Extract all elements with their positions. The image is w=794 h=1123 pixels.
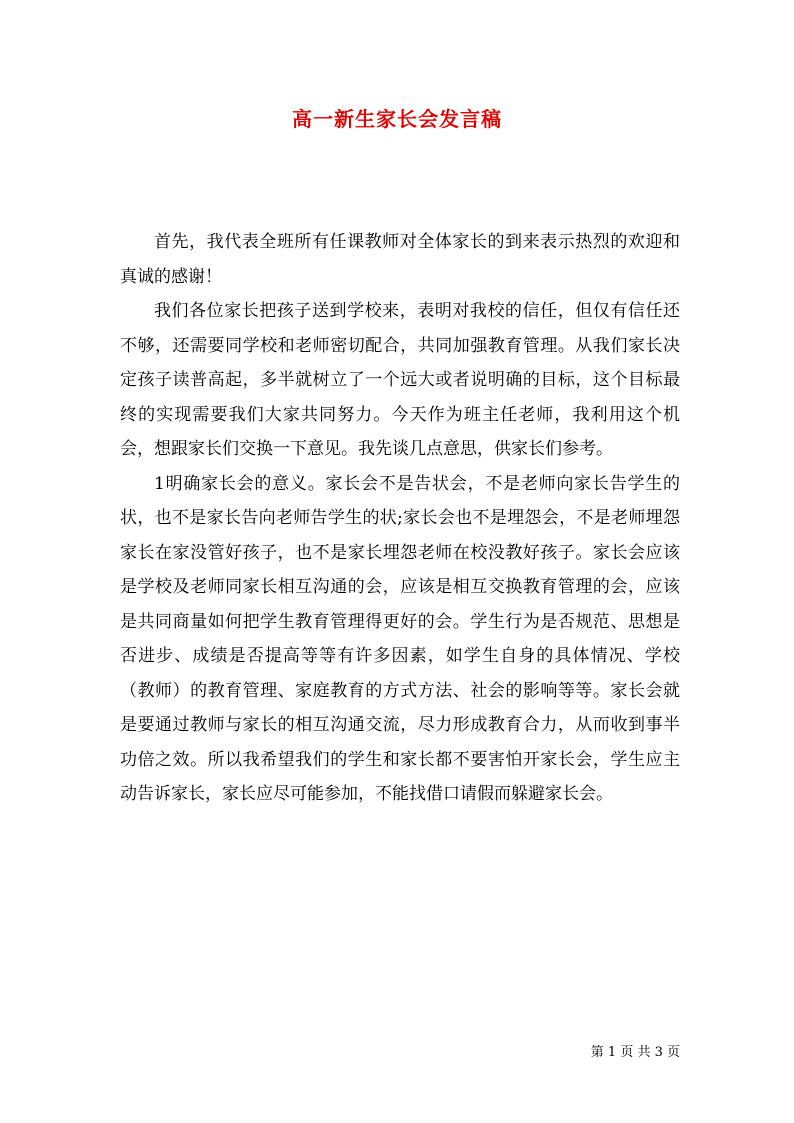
paragraph-meeting-meaning: 1明确家长会的意义。家长会不是告状会，不是老师向家长告学生的状，也不是家长告向老师告学生的状;家长会也不是埋怨会，不是老师埋怨家长在家没管好孩子，也不是家长埋怨老师在校没教好孩子。家长会应该是学校及老师同家长相互沟通的会，应该是相互交换教育管理的会，应该是共同商量如何把学生教育管理得更好的会。学生行为是否规范、思想是否进步、成绩是否提高等等有许多因素，如学生自身的具体情况、学校（教师）的教育管理、家庭教育的方式方法、社会的影响等等。家长会就是要通过教师与家长的相互沟通交流，尽力形成教育合力，从而收到事半功倍之效。所以我希望我们的学生和家长都不要害怕开家长会，学生应主动告诉家长，家长应尽可能参加，不能找借口请假而躲避家长会。 <box>120 473 680 804</box>
document-title: 高一新生家长会发言稿 <box>292 107 502 131</box>
document-body <box>120 225 680 812</box>
page-number-footer: 第 1 页 共 3 页 <box>590 1045 680 1060</box>
paragraph-welcome: 首先，我代表全班所有任课教师对全体家长的到来表示热烈的欢迎和真诚的感谢！ <box>120 232 680 287</box>
paragraph-cooperation: 我们各位家长把孩子送到学校来，表明对我校的信任，但仅有信任还不够，还需要同学校和老师密切配合，共同加强教育管理。从我们家长决定孩子读普高起，多半就树立了一个远大或者说明确的目标，这个目标最终的实现需要我们大家共同努力。今天作为班主任老师，我利用这个机会，想跟家长们交换一下意见。我先谈几点意思，供家长们参考。 <box>120 301 680 459</box>
